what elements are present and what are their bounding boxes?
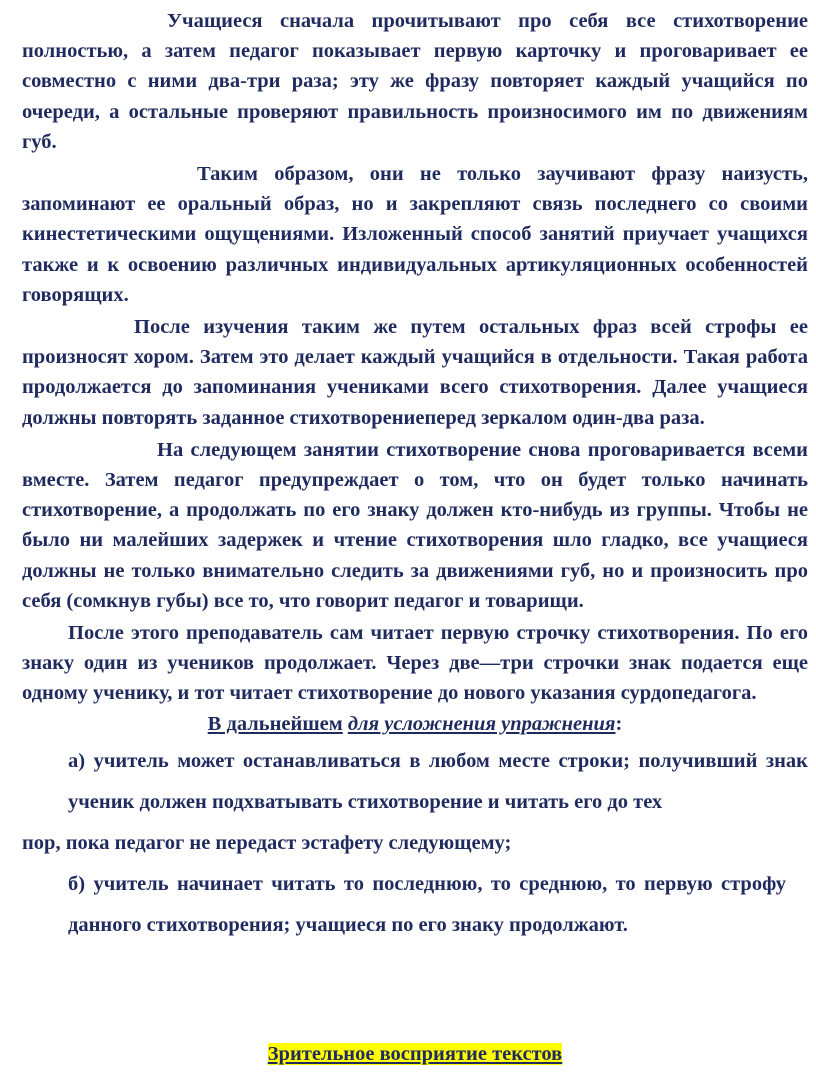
section-heading-text: Зрительное восприятие текстов: [267, 1043, 563, 1065]
paragraph-5: После этого преподаватель сам читает первую строчку стихотворения. По его знаку один из учеников продолжает. Через две—три строчки знак подается еще одному ученику, и тот читает стихотворение до нового указания сурдопедагога.: [22, 622, 808, 705]
list-item-b: [22, 864, 808, 946]
paragraph-4: На следующем занятии стихотворение снова проговаривается всеми вместе. Затем педагог предупреждает о том, что он будет только начинать стихотворение, а продолжать по его знаку должен кто-нибудь из группы. Чтобы не было ни малейших задержек и чтение стихотворения шло гладко, все учащиеся должны не только внимательно следить за движениями губ, но и произносить про себя (сомкнув губы) все то, что говорит педагог и товарищи.: [22, 438, 808, 612]
paragraph-1: Учащиеся сначала прочитывают про себя все стихотворение полностью, а затем педагог показывает первую карточку и проговаривает ее совместно с ними два-три раза; эту же фразу повторяет каждый учащийся по очереди, а остальные проверяют правильность произносимого им по движениям губ.: [22, 10, 808, 153]
paragraph-2: Таким образом, они не только заучивают фразу наизусть, запоминают ее оральный образ, но и закрепляют связь последнего со своими кинестетическими ощущениями. Изложенный способ занятий приучает учащихся также и к освоению различных индивидуальных артикуляционных особенностей говорящих.: [22, 163, 808, 306]
list-item-a-continuation: пор, пока педагог не передаст эстафету следующему;: [22, 831, 512, 854]
list-item-b-text: б) учитель начинает читать то последнюю, то среднюю, то первую строфу данного стихотворения; учащиеся по его знаку продолжают.: [68, 872, 786, 936]
paragraph-3: После изучения таким же путем остальных фраз всей строфы ее произносят хором. Затем это делает каждый учащийся в отдельности. Такая работа продолжается до запоминания учениками всего стихотворения. Далее учащиеся должны повторять заданное стихотворениеперед зеркалом один-два раза.: [22, 316, 808, 429]
document-page: [22, 6, 808, 1065]
subheading-part-1: В дальнейшем: [207, 712, 343, 735]
section-heading: [22, 1040, 808, 1068]
list-item-a: [22, 741, 808, 864]
subheading-part-2: для усложнения упражнения: [347, 712, 616, 735]
list-item-a-text: а) учитель может останавливаться в любом месте строки; получивший знак ученик должен подхватывать стихотворение и читать его до тех: [68, 749, 808, 813]
subheading: [22, 709, 808, 739]
subheading-colon: :: [615, 712, 623, 735]
